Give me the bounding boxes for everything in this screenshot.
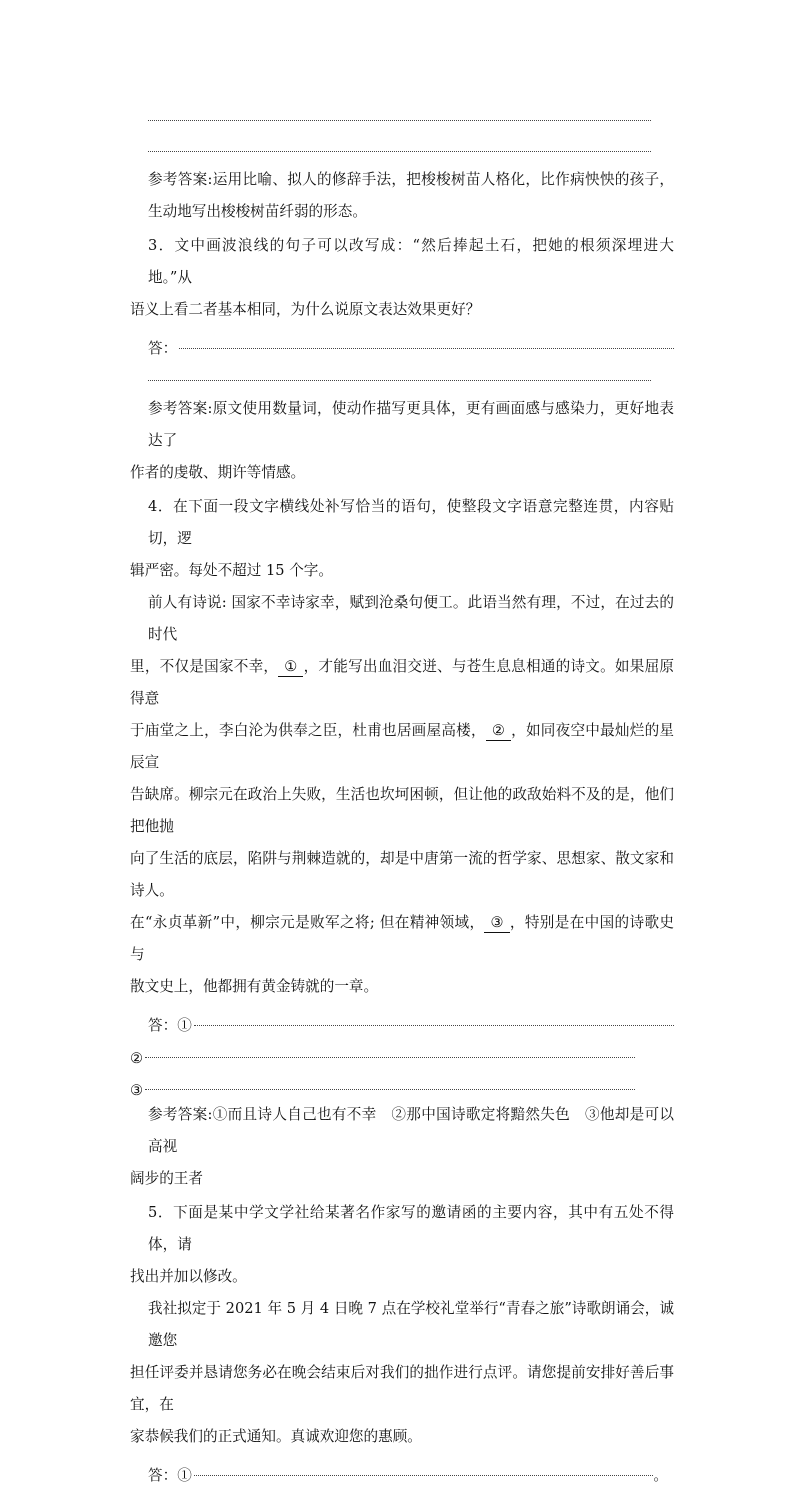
q5-question: 5．下面是某中学文学社给某著名作家写的邀请函的主要内容，其中有五处不得体，请 找出并加以修改。: [130, 1204, 674, 1285]
q4-answer-row-1[interactable]: 答：①: [148, 1003, 674, 1035]
blank-3[interactable]: ③: [484, 914, 509, 933]
answer-line[interactable]: [179, 348, 674, 349]
answer-line[interactable]: [194, 1475, 654, 1476]
q5-letter: 我社拟定于 2021 年 5 月 4 日晚 7 点在学校礼堂举行“青春之旅”诗歌朗诵会，诚邀您 担任评委并恳请您务必在晚会结束后对我们的拙作进行点评。请您提前安排好善后事宜，在 家恭候我们的正式通知。真诚欢迎您的惠顾。: [130, 1300, 674, 1445]
q3-question: 3．文中画波浪线的句子可以改写成：“然后捧起土石，把她的根须深埋进大地。”从 语义上看二者基本相同，为什么说原文表达效果更好？: [130, 237, 674, 318]
blank-2[interactable]: ②: [486, 722, 511, 741]
q4-question: 4．在下面一段文字横线处补写恰当的语句，使整段文字语意完整连贯，内容贴切，逻 辑严密。每处不超过 15 个字。: [130, 498, 674, 579]
answer-line[interactable]: [145, 1089, 635, 1090]
q2-reference-answer: 参考答案:运用比喻、拟人的修辞手法，把梭梭树苗人格化，比作病怏怏的孩子，生动地写出梭梭树苗纤弱的形态。: [148, 171, 674, 220]
q3-answer-row[interactable]: [148, 326, 674, 358]
q4-answer-row-2[interactable]: ②: [130, 1035, 635, 1067]
document-content: [130, 108, 674, 1485]
q5-answer-row[interactable]: 答：① 。: [148, 1467, 668, 1484]
blank-1[interactable]: ①: [278, 658, 303, 677]
q4-answer-row-3[interactable]: ③: [130, 1067, 635, 1099]
answer-line[interactable]: [145, 1057, 635, 1058]
answer-label: 答：: [148, 340, 178, 357]
q3-reference-answer: 参考答案:原文使用数量词，使动作描写更具体，更有画面感与感染力，更好地表达了 作者的虔敬、期许等情感。: [130, 400, 674, 481]
q4-reference-answer: 参考答案:①而且诗人自己也有不幸 ②那中国诗歌定将黯然失色 ③他却是可以高视 阔步的王者: [130, 1106, 674, 1187]
answer-line[interactable]: [194, 1025, 674, 1026]
q4-passage: 前人有诗说: 国家不幸诗家幸，赋到沧桑句便工。此语当然有理，不过，在过去的时代 里，不仅是国家不幸， ① ，才能写出血泪交迸、与苍生息息相通的诗文。如果屈原得意 于庙堂之上，李白沦为供奉之臣，杜甫也居画屋高楼， ② ，如同夜空中最灿烂的星辰宣 告缺席。柳宗元在政治上失败，生活也坎坷困顿，但让他的政敌始料不及的是，他们把他抛 向了生活的底层，陷阱与荆棘造就的，却是中唐第一流的哲学家、思想家、散文家和诗人。 在“永贞革新”中，柳宗元是败军之将; 但在精神领域， ③ ，特别是在中国的诗歌史与 散文史上，他都拥有黄金铸就的一章。: [130, 594, 674, 995]
